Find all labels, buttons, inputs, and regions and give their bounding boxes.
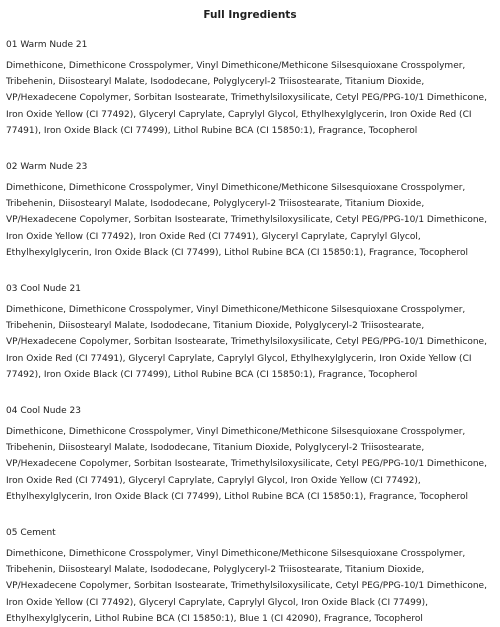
ingredient-list: Dimethicone, Dimethicone Crosspolymer, Vinyl Dimethicone/Methicone Silsesquioxane Crosspolymer, Tribehenin, Diisostearyl Malate, Isododecane, Titanium Dioxide, Polyglyceryl-2 Triisostearate, VP/Hexadecene Copolymer, Sorbitan Isostearate, Trimethylsiloxysilicate, Cetyl PEG/PPG-10/1 Dimethicone, Iron Oxide Red (CI 77491), Glyceryl Caprylate, Caprylyl Glycol, Iron Oxide Yellow (CI 77492), Ethylhexylglycerin, Iron Oxide Black (CI 77499), Lithol Rubine BCA (CI 15850:1), Fragrance, Tocopherol bbox=[6, 427, 487, 502]
shade-section-warm-nude-23 bbox=[6, 161, 494, 261]
shade-name: 01 Warm Nude 21 bbox=[6, 40, 88, 50]
shade-name: 04 Cool Nude 23 bbox=[6, 406, 81, 417]
shade-section-warm-nude-21 bbox=[6, 39, 494, 139]
shade-name: 03 Cool Nude 21 bbox=[6, 284, 81, 295]
shade-name: 05 Cement bbox=[6, 528, 56, 539]
ingredient-list: Dimethicone, Dimethicone Crosspolymer, Vinyl Dimethicone/Methicone Silsesquioxane Crosspolymer, Tribehenin, Diisostearyl Malate, Isododecane, Polyglyceryl-2 Triisostearate, Titanium Dioxide, VP/Hexadecene Copolymer, Sorbitan Isostearate, Trimethylsiloxysilicate, Cetyl PEG/PPG-10/1 Dimethicone, Iron Oxide Yellow (CI 77492), Glyceryl Caprylate, Caprylyl Glycol, Ethylhexylglycerin, Iron Oxide Red (CI 77491), Iron Oxide Black (CI 77499), Lithol Rubine BCA (CI 15850:1), Fragrance, Tocopherol bbox=[6, 61, 487, 136]
ingredient-list: Dimethicone, Dimethicone Crosspolymer, Vinyl Dimethicone/Methicone Silsesquioxane Crosspolymer, Tribehenin, Diisostearyl Malate, Isododecane, Polyglyceryl-2 Triisostearate, Titanium Dioxide, VP/Hexadecene Copolymer, Sorbitan Isostearate, Trimethylsiloxysilicate, Cetyl PEG/PPG-10/1 Dimethicone, Iron Oxide Yellow (CI 77492), Glyceryl Caprylate, Caprylyl Glycol, Iron Oxide Black (CI 77499), Ethylhexylglycerin, Lithol Rubine BCA (CI 15850:1), Blue 1 (CI 42090), Fragrance, Tocopherol bbox=[6, 549, 487, 624]
shade-section-cement bbox=[6, 527, 494, 627]
page-title: Full Ingredients bbox=[203, 9, 297, 21]
ingredient-list: Dimethicone, Dimethicone Crosspolymer, Vinyl Dimethicone/Methicone Silsesquioxane Crosspolymer, Tribehenin, Diisostearyl Malate, Isododecane, Polyglyceryl-2 Triisostearate, Titanium Dioxide, VP/Hexadecene Copolymer, Sorbitan Isostearate, Trimethylsiloxysilicate, Cetyl PEG/PPG-10/1 Dimethicone, Iron Oxide Yellow (CI 77492), Iron Oxide Red (CI 77491), Glyceryl Caprylate, Caprylyl Glycol, Ethylhexylglycerin, Iron Oxide Black (CI 77499), Lithol Rubine BCA (CI 15850:1), Fragrance, Tocopherol bbox=[6, 183, 487, 258]
ingredient-list: Dimethicone, Dimethicone Crosspolymer, Vinyl Dimethicone/Methicone Silsesquioxane Crosspolymer, Tribehenin, Diisostearyl Malate, Isododecane, Titanium Dioxide, Polyglyceryl-2 Triisostearate, VP/Hexadecene Copolymer, Sorbitan Isostearate, Trimethylsiloxysilicate, Cetyl PEG/PPG-10/1 Dimethicone, Iron Oxide Red (CI 77491), Glyceryl Caprylate, Caprylyl Glycol, Ethylhexylglycerin, Iron Oxide Yellow (CI 77492), Iron Oxide Black (CI 77499), Lithol Rubine BCA (CI 15850:1), Fragrance, Tocopherol bbox=[6, 305, 487, 380]
shade-name: 02 Warm Nude 23 bbox=[6, 162, 88, 173]
shade-section-cool-nude-23 bbox=[6, 405, 494, 505]
shade-section-cool-nude-21 bbox=[6, 283, 494, 383]
